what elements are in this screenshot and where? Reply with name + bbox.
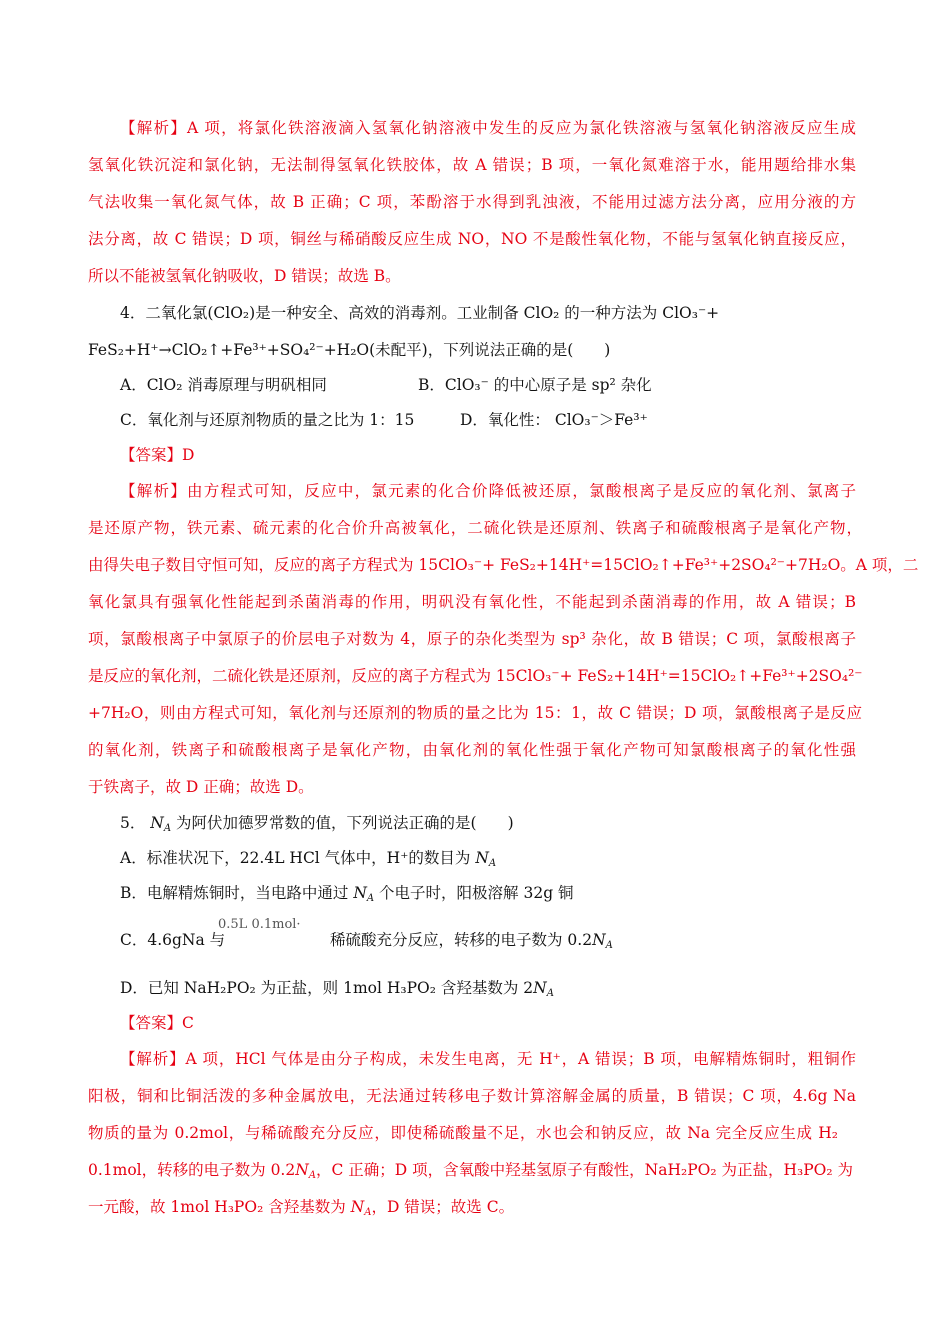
question-5-option-c: C．4.6gNa 与: [120, 931, 226, 949]
explanation-q5-line-1: 【解析】A 项，HCl 气体是由分子构成，未发生电离，无 H⁺，A 错误；B 项，电解精炼铜时，粗铜作: [120, 1050, 856, 1068]
question-4-stem-line-2: FeS₂+H⁺→ClO₂↑+Fe³⁺+SO₄²⁻+H₂O(未配平)，下列说法正确的是( ): [88, 341, 611, 359]
explanation-q4-line-9: 于铁离子，故 D 正确；故选 D。: [88, 778, 314, 796]
explanation-q3-line-1: 【解析】A 项，将氯化铁溶液滴入氢氧化钠溶液中发生的反应为氯化铁溶液与氢氧化钠溶液反应生成: [120, 119, 856, 137]
explanation-q4-line-5: 项，氯酸根离子中氯原子的价层电子对数为 4，原子的杂化类型为 sp³ 杂化，故 B 错误；C 项，氯酸根离子: [88, 630, 856, 648]
question-4-option-a: A．ClO₂ 消毒原理与明矾相同: [120, 376, 327, 394]
explanation-q3-line-3: 气法收集一氧化氮气体，故 B 正确；C 项，苯酚溶于水得到乳浊液，不能用过滤方法分离，应用分液的方: [88, 193, 856, 211]
question-5-stem: 5． $N_A$ 为阿伏加德罗常数的值，下列说法正确的是( ): [120, 814, 514, 834]
explanation-q4-line-4: 氧化氯具有强氧化性能起到杀菌消毒的作用，明矾没有氧化性，不能起到杀菌消毒的作用，故 A 错误；B: [88, 593, 856, 611]
question-4-option-d: D．氧化性： ClO₃⁻＞Fe³⁺: [460, 411, 648, 429]
answer-q4: 【答案】D: [120, 446, 195, 464]
explanation-q5-line-3: 物质的量为 0.2mol，与稀硫酸充分反应，即使稀硫酸量不足，水也会和钠反应，故 Na 完全反应生成 H₂: [88, 1124, 838, 1142]
explanation-q5-line-4: 0.1mol，转移的电子数为 $0.2N_A$，C 正确；D 项，含氧酸中羟基氢原子有酸性，NaH₂PO₂ 为正盐，H₃PO₂ 为: [88, 1161, 853, 1181]
question-5-option-a: A．标准状况下，22.4L HCl 气体中，H⁺的数目为 $N_A$: [120, 849, 497, 869]
question-5-option-d: D．已知 NaH₂PO₂ 为正盐，则 1mol H₃PO₂ 含羟基数为 $2N_A$: [120, 979, 554, 999]
explanation-q4-line-2: 是还原产物，铁元素、硫元素的化合价升高被氧化，二硫化铁是还原剂、铁离子和硫酸根离子是氧化产物，: [88, 519, 862, 537]
question-4-stem-line-1: 4．二氧化氯(ClO₂)是一种安全、高效的消毒剂。工业制备 ClO₂ 的一种方法为 ClO₃⁻+: [120, 304, 720, 322]
explanation-q4-line-3: 由得失电子数目守恒可知，反应的离子方程式为 15ClO₃⁻+ FeS₂+14H⁺=15ClO₂↑+Fe³⁺+2SO₄²⁻+7H₂O。A 项，二: [88, 556, 919, 574]
explanation-q3-line-5: 所以不能被氢氧化钠吸收，D 错误；故选 B。: [88, 267, 401, 285]
question-4-option-c: C．氧化剂与还原剂物质的量之比为 1：15: [120, 411, 415, 429]
answer-q5: 【答案】C: [120, 1014, 194, 1032]
question-5-option-c-concentration: 0.5L 0.1mol·: [218, 917, 301, 932]
explanation-q4-line-8: 的氧化剂，铁离子和硫酸根离子是氧化产物，由氧化剂的氧化性强于氧化产物可知氯酸根离子的氧化性强: [88, 741, 856, 759]
explanation-q3-line-2: 氢氧化铁沉淀和氯化钠，无法制得氢氧化铁胶体，故 A 错误；B 项，一氧化氮难溶于水，能用题给排水集: [88, 156, 856, 174]
question-5-option-c-end: 稀硫酸充分反应，转移的电子数为 $0.2N_A$: [330, 931, 613, 951]
question-4-option-b: B．ClO₃⁻ 的中心原子是 sp² 杂化: [418, 376, 652, 394]
explanation-q3-line-4: 法分离，故 C 错误；D 项，铜丝与稀硝酸反应生成 NO，NO 不是酸性氧化物，不能与氢氧化钠直接反应，: [88, 230, 856, 248]
explanation-q4-line-7: +7H₂O，则由方程式可知，氧化剂与还原剂的物质的量之比为 15：1，故 C 错误；D 项，氯酸根离子是反应: [88, 704, 862, 722]
question-5-option-b: B．电解精炼铜时，当电路中通过 $N_A$ 个电子时，阳极溶解 32g 铜: [120, 884, 574, 904]
explanation-q4-line-6: 是反应的氧化剂，二硫化铁是还原剂，反应的离子方程式为 15ClO₃⁻+ FeS₂+14H⁺=15ClO₂↑+Fe³⁺+2SO₄²⁻: [88, 667, 863, 685]
explanation-q4-line-1: 【解析】由方程式可知，反应中，氯元素的化合价降低被还原，氯酸根离子是反应的氧化剂、氯离子: [120, 482, 856, 500]
explanation-q5-line-5: 一元酸，故 1mol H₃PO₂ 含羟基数为 $N_A$，D 错误；故选 C。: [88, 1198, 515, 1218]
explanation-q5-line-2: 阳极，铜和比铜活泼的多种金属放电，无法通过转移电子数计算溶解金属的质量，B 错误；C 项，4.6g Na: [88, 1087, 856, 1105]
